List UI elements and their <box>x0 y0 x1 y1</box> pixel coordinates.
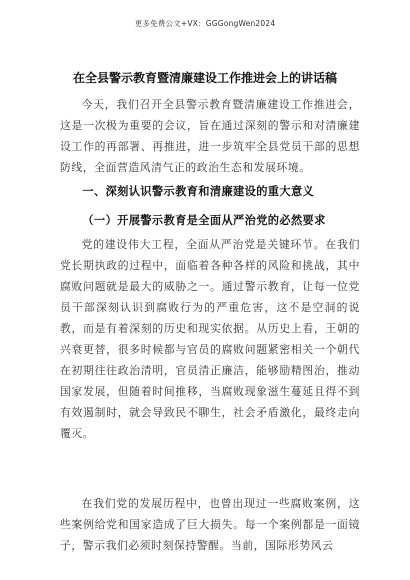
subsection-heading: （一）开展警示教育是全面从严治党的必然要求 <box>82 213 326 227</box>
promo-header: 更多免费公文+VX：GGGongWen2024 <box>134 19 276 28</box>
body-paragraph-1: 党的建设伟大工程，全面从严治党是关键环节。在我们党长期执政的过程中，面临着各种各样的风险和挑战，其中腐败问题就是最大的威胁之一。通过警示教育，让每一位党员干部深刻认识到腐败行为的严重危害，这不是空洞的说教，而是有着深刻的历史和现实依据。从历史上看，王朝的兴衰更替，很多时候都与官员的腐败问题紧密相关一个朝代在初期往往政治清明，官员清正廉洁，能够励精图治，推动国家发展，但随着时间推移，当腐败现象滋生蔓延且得不到有效遏制时，就会导致民不聊生，社会矛盾激化，最终走向覆灭。 <box>60 238 360 440</box>
section-heading: 一、深刻认识警示教育和清廉建设的重大意义 <box>82 185 315 198</box>
intro-paragraph: 今天，我们召开全县警示教育暨清廉建设工作推进会，这是一次极为重要的会议，旨在通过深刻的警示和对清廉建设工作的再部署、再推进，进一步筑牢全县党员干部的思想防线，全面营造风清气正的政治生态和发展环境。 <box>60 98 360 174</box>
body-paragraph-2: 在我们党的发展历程中，也曾出现过一些腐败案例，这些案例给党和国家造成了巨大损失。每一个案例都是一面镜子，警示我们必须时刻保持警醒。当前，国际形势风云 <box>60 497 360 552</box>
document-title: 在全县警示教育暨清廉建设工作推进会上的讲话稿 <box>72 71 337 85</box>
